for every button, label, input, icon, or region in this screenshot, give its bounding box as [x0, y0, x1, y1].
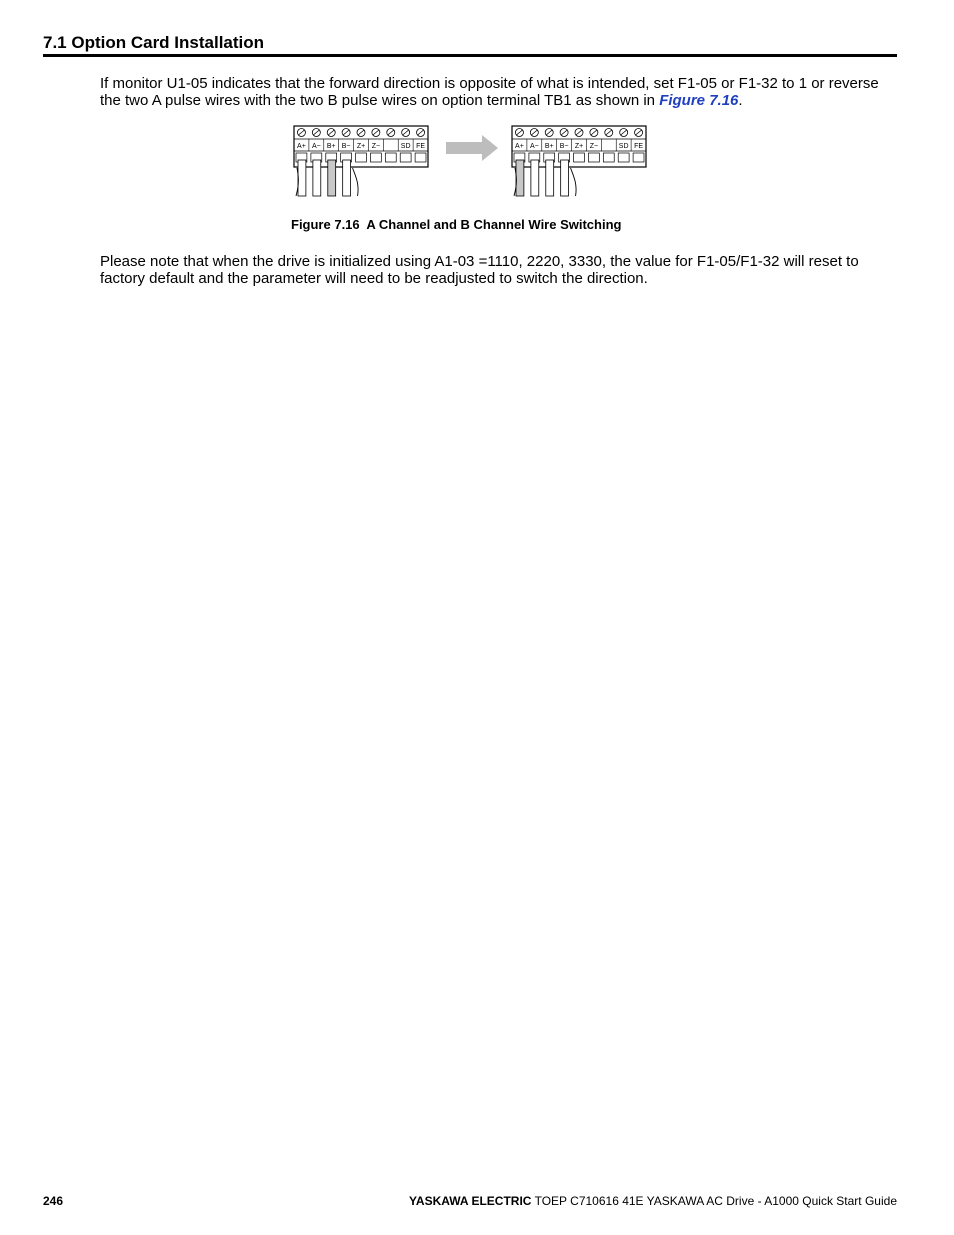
paragraph-direction-text: If monitor U1-05 indicates that the forward direction is opposite of what is intended, set F1-05 or F1-32 to 1 or reverse the two A pulse wires with the two B pulse wires on option terminal TB1 as shown in — [100, 75, 879, 109]
before-clamp-slot — [356, 153, 367, 162]
before-terminal-label: B+ — [326, 143, 336, 150]
paragraph-direction-end: . — [738, 92, 743, 109]
after-terminal-label: B− — [559, 143, 569, 150]
after-cable-sheath-right — [571, 168, 577, 196]
before-clamp-slot — [400, 153, 411, 162]
after-clamp-slot — [588, 153, 599, 162]
figure-link[interactable]: Figure 7.16 — [659, 92, 739, 109]
after-terminal-label: Z+ — [574, 143, 584, 150]
before-clamp-slot — [415, 153, 426, 162]
terminal-diagram — [290, 124, 650, 202]
footer-doc-info — [409, 1194, 897, 1208]
before-clamp-slot — [370, 153, 381, 162]
before-cable-sheath-right — [353, 168, 359, 196]
after-clamp-slot — [633, 153, 644, 162]
footer-doc-title: TOEP C710616 41E YASKAWA AC Drive - A1000 Quick Start Guide — [531, 1194, 897, 1208]
before-terminal-label: B− — [341, 143, 351, 150]
after-terminal-label: A+ — [515, 143, 524, 150]
paragraph-direction — [100, 75, 900, 109]
after-terminal-label: SD — [618, 143, 629, 150]
before-wire — [343, 160, 351, 196]
after-clamp-slot — [618, 153, 629, 162]
before-terminal-label: SD — [400, 143, 411, 150]
before-wire — [298, 160, 306, 196]
wire-switching-figure — [290, 124, 650, 202]
before-clamp-slot — [385, 153, 396, 162]
after-terminal-label: B+ — [544, 143, 554, 150]
before-terminal-label: Z− — [371, 143, 381, 150]
after-wire — [531, 160, 539, 196]
footer-brand: YASKAWA ELECTRIC — [409, 1194, 532, 1208]
after-wire — [561, 160, 569, 196]
right-arrow-icon — [446, 135, 498, 161]
after-wire — [516, 160, 524, 196]
after-terminal-label: FE — [634, 143, 644, 150]
before-terminal-label: Z+ — [356, 143, 366, 150]
paragraph-initialize-note: Please note that when the drive is initialized using A1-03 =1110, 2220, 3330, the value for F1-05/F1-32 will reset to factory default and the parameter will need to be readjusted to switch the direction. — [100, 253, 859, 287]
after-clamp-slot — [574, 153, 585, 162]
after-clamp-slot — [603, 153, 614, 162]
after-terminal-label: Z− — [589, 143, 599, 150]
figure-caption: Figure 7.16 A Channel and B Channel Wire Switching — [291, 217, 622, 232]
page-number: 246 — [43, 1194, 64, 1208]
after-terminal-label: A− — [529, 143, 539, 150]
before-wire — [313, 160, 321, 196]
section-title: 7.1 Option Card Installation — [43, 33, 265, 52]
title-rule — [43, 54, 897, 57]
before-terminal-label: FE — [416, 143, 426, 150]
before-terminal-label: A+ — [297, 143, 306, 150]
before-wire — [328, 160, 336, 196]
before-terminal-label: A− — [311, 143, 321, 150]
after-wire — [546, 160, 554, 196]
